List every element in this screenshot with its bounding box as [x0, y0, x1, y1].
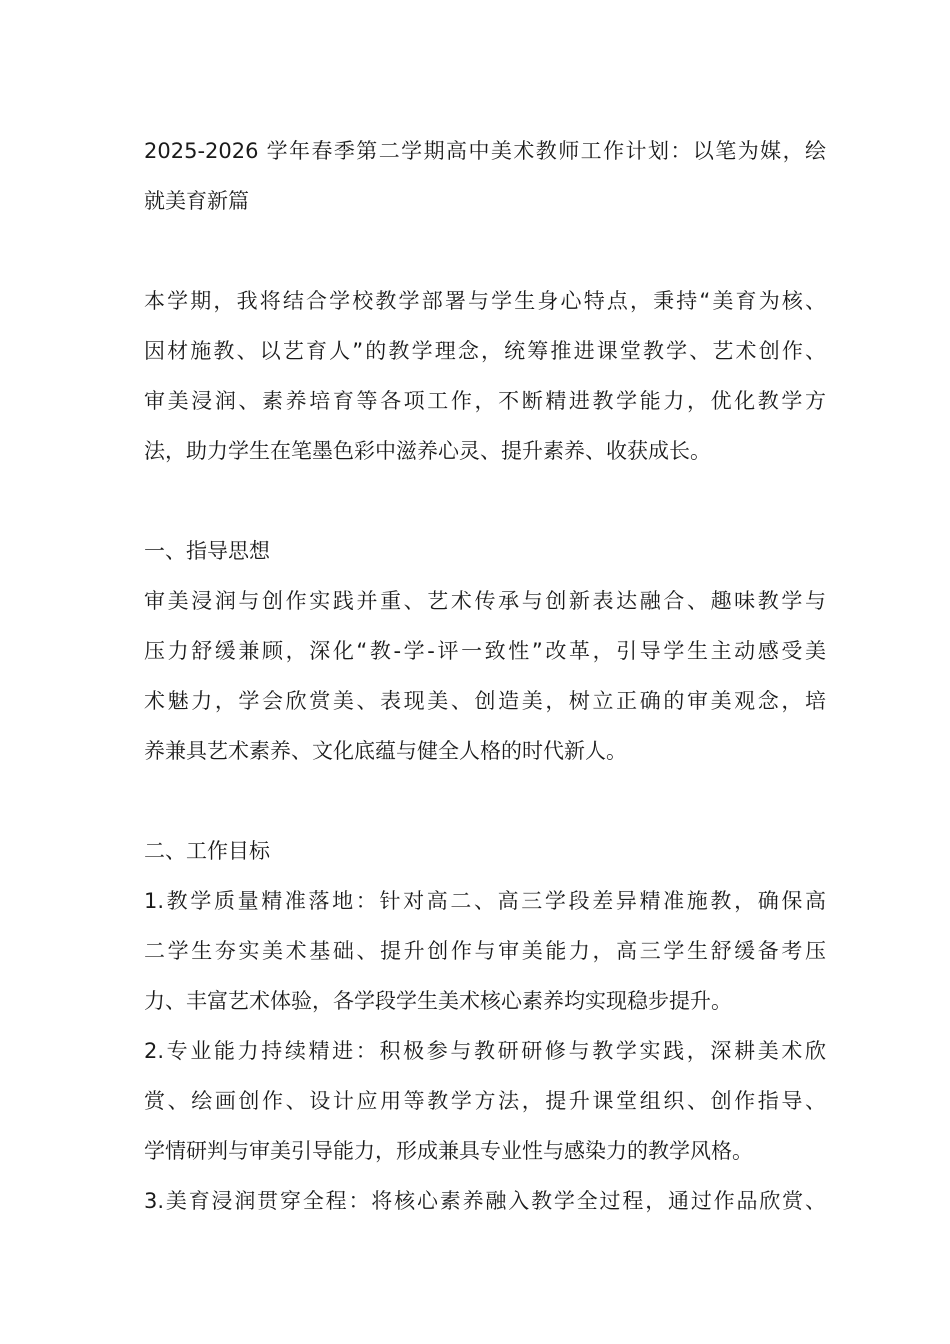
document-title-line-2: 就美育新篇 — [144, 189, 249, 213]
section2-line-7: 3.美育浸润贯穿全程：将核心素养融入教学全过程，通过作品欣赏、 — [144, 1189, 826, 1213]
intro-line-4: 法，助力学生在笔墨色彩中滋养心灵、提升素养、收获成长。 — [144, 439, 711, 463]
section2-line-6: 学情研判与审美引导能力，形成兼具专业性与感染力的教学风格。 — [144, 1139, 753, 1163]
document-title-line-1: 2025-2026 学年春季第二学期高中美术教师工作计划：以笔为媒，绘 — [144, 139, 826, 163]
section-heading-work-goals: 二、工作目标 — [144, 839, 270, 863]
section1-line-1: 审美浸润与创作实践并重、艺术传承与创新表达融合、趣味教学与 — [144, 589, 826, 613]
document-body — [144, 126, 826, 1226]
intro-line-3: 审美浸润、素养培育等各项工作，不断精进教学能力，优化教学方 — [144, 389, 826, 413]
section2-line-1: 1.教学质量精准落地：针对高二、高三学段差异精准施教，确保高 — [144, 889, 826, 913]
section1-line-4: 养兼具艺术素养、文化底蕴与健全人格的时代新人。 — [144, 739, 627, 763]
section2-line-3: 力、丰富艺术体验，各学段学生美术核心素养均实现稳步提升。 — [144, 989, 732, 1013]
intro-line-1: 本学期，我将结合学校教学部署与学生身心特点，秉持“美育为核、 — [144, 289, 826, 313]
section2-line-2: 二学生夯实美术基础、提升创作与审美能力，高三学生舒缓备考压 — [144, 939, 826, 963]
section2-line-4: 2.专业能力持续精进：积极参与教研研修与教学实践，深耕美术欣 — [144, 1039, 826, 1063]
spacer — [144, 776, 826, 826]
spacer — [144, 226, 826, 276]
intro-line-2: 因材施教、以艺育人”的教学理念，统筹推进课堂教学、艺术创作、 — [144, 339, 826, 363]
section2-line-5: 赏、绘画创作、设计应用等教学方法，提升课堂组织、创作指导、 — [144, 1089, 826, 1113]
section1-line-3: 术魅力，学会欣赏美、表现美、创造美，树立正确的审美观念，培 — [144, 689, 826, 713]
spacer — [144, 476, 826, 526]
section-heading-guiding-ideology: 一、指导思想 — [144, 539, 270, 563]
section1-line-2: 压力舒缓兼顾，深化“教-学-评一致性”改革，引导学生主动感受美 — [144, 639, 826, 663]
